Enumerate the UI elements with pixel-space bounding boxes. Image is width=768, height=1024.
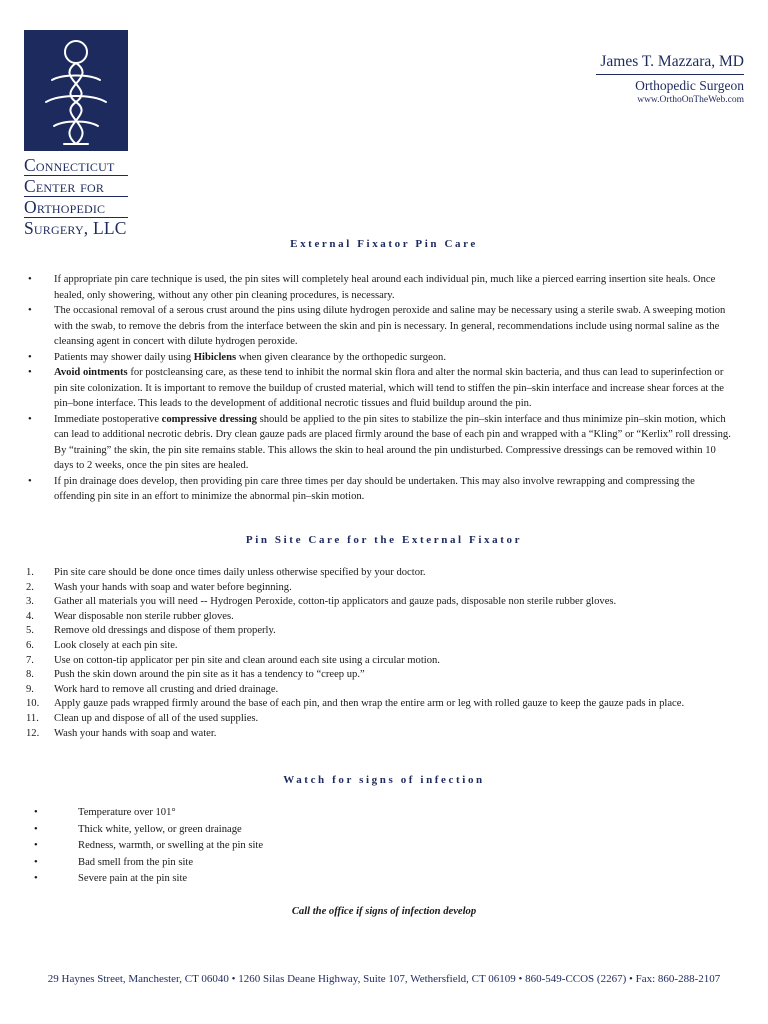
step-number: 2.: [26, 581, 34, 593]
step-text: Pin site care should be done once times daily unless otherwise specified by your doctor.: [54, 567, 426, 578]
step-number: 3.: [26, 596, 34, 608]
step-item: [26, 668, 736, 683]
doctor-name: James T. Mazzara, MD: [600, 53, 744, 70]
step-number: 12.: [26, 727, 40, 739]
footer-contact: 29 Haynes Street, Manchester, CT 06040 • 1260 Silas Deane Highway, Suite 107, Wethersfield, CT 06109 • 860-549-CCOS (2267) • Fax: 860-288-2107: [47, 973, 721, 985]
item-text: when given clearance by the orthopedic surgeon.: [236, 351, 446, 363]
sign-item: • Bad smell from the pin site: [26, 855, 426, 872]
step-number: 10.: [26, 698, 40, 710]
step-item: [26, 595, 736, 610]
step-item: [26, 566, 736, 581]
step-item: [26, 727, 736, 742]
infection-signs-list: [26, 805, 426, 888]
sign-item: • Redness, warmth, or swelling at the pin site: [26, 838, 426, 855]
site-care-steps: [26, 566, 736, 741]
practice-name-line: Orthopedic: [24, 197, 106, 217]
step-text: Gather all materials you will need -- Hydrogen Peroxide, cotton-tip applicators and gauze pads, disposable non sterile rubber gloves.: [54, 596, 617, 608]
section-title-pin-care: External Fixator Pin Care: [290, 238, 478, 250]
list-item: [26, 272, 736, 303]
item-bold-text: Avoid ointments: [54, 367, 128, 378]
header-divider: [596, 74, 744, 75]
item-text: for postcleansing care, as these tend to inhibit the normal skin flora and alter the normal skin bacteria, and thus can lead to superinfection or pin site colonization. It is important to remove the buildup of crusted material, which will tend to stiffen the pin–skin interface and increase shear forces at the pin–bone interface. This leads to the development of additional necrotic tissues and fluid buildup around the pin.: [54, 367, 724, 409]
step-number: 6.: [26, 639, 34, 651]
step-item: [26, 697, 736, 712]
practice-name-line: Connecticut: [24, 155, 115, 175]
step-item: [26, 712, 736, 727]
step-item: [26, 581, 736, 596]
step-number: 9.: [26, 683, 34, 695]
step-number: 11.: [26, 712, 39, 724]
item-lead-text: Patients may shower daily using: [54, 351, 194, 363]
step-item: [26, 654, 736, 669]
item-text: The occasional removal of a serous crust around the pins using dilute hydrogen peroxide and saline may be necessary using a sterile swab. A sweeping motion with the swab, to remove the debris from the interface between the skin and pin is necessary. In general, recommendations include using normal saline as the cleansing agent in concert with dilute hydrogen peroxide.: [54, 305, 726, 347]
step-text: Wash your hands with soap and water before beginning.: [54, 581, 292, 593]
step-text: Use on cotton-tip applicator per pin site and clean around each site using a circular motion.: [54, 654, 440, 666]
step-number: 5.: [26, 625, 34, 637]
step-number: 1.: [26, 567, 34, 578]
item-text: If appropriate pin care technique is used, the pin sites will completely heal around each individual pin, much like a pierced earring insertion site heals. Once healed, only showering, without any other pin cleaning procedures, is necessary.: [54, 274, 716, 301]
step-item: [26, 610, 736, 625]
list-item: [26, 365, 736, 412]
step-text: Apply gauze pads wrapped firmly around the base of each pin, and then wrap the entire arm or leg with rolled gauze to keep the gauze pads in place.: [54, 698, 685, 710]
step-item: [26, 624, 736, 639]
practice-logo: [24, 30, 128, 151]
sign-item: • Temperature over 101°: [26, 805, 426, 822]
list-item: [26, 303, 736, 350]
sign-item: • Thick white, yellow, or green drainage: [26, 822, 426, 839]
list-item: [26, 412, 736, 474]
list-item: [26, 350, 736, 366]
step-item: [26, 639, 736, 654]
practice-name: [24, 156, 164, 237]
section-title-site-care: Pin Site Care for the External Fixator: [245, 534, 523, 546]
doctor-title: Orthopedic Surgeon: [635, 78, 744, 93]
website-link[interactable]: www.OrthoOnTheWeb.com: [637, 95, 744, 105]
step-text: Remove old dressings and dispose of them properly.: [54, 625, 276, 637]
step-text: Clean up and dispose of all of the used supplies.: [54, 712, 259, 724]
step-text: Work hard to remove all crusting and dried drainage.: [54, 683, 279, 695]
item-text: should be applied to the pin sites to stabilize the pin–skin interface and thus minimize pin–skin motion, which can lead to additional necrotic debris. Dry clean gauze pads are placed firmly around the base of each pin and wrapped with a “Kling” or “Kerlix” roll dressing. By “training” the skin, the pin site remains stable. This allows the skin to heal around the pin undisturbed. Compressive dressings can be removed within 10 days to 2 weeks, once the pin sites are healed.: [54, 413, 731, 471]
practice-name-line: Surgery, LLC: [24, 218, 127, 238]
practice-name-line: Center for: [24, 176, 105, 196]
call-office-notice: Call the office if signs of infection develop: [291, 906, 477, 917]
knot-figure-icon: [24, 30, 128, 151]
item-bold-text: compressive dressing: [161, 413, 257, 425]
sign-item: • Severe pain at the pin site: [26, 871, 426, 888]
step-number: 7.: [26, 654, 34, 666]
item-lead-text: Immediate postoperative: [54, 413, 162, 425]
step-item: [26, 683, 736, 698]
pin-care-list: [26, 272, 736, 505]
doctor-header: [596, 52, 744, 106]
step-number: 4.: [26, 610, 34, 622]
step-number: 8.: [26, 669, 34, 681]
step-text: Wear disposable non sterile rubber gloves.: [54, 610, 234, 622]
item-bold-text: Hibiclens: [193, 351, 237, 363]
list-item: [26, 474, 736, 505]
item-text: If pin drainage does develop, then providing pin care three times per day should be undertaken. This may also involve rewrapping and compressing the offending pin site in an effort to minimize the abnormal pin–skin motion.: [54, 475, 695, 502]
step-text: Push the skin down around the pin site as it has a tendency to “creep up.”: [54, 669, 365, 681]
step-text: Wash your hands with soap and water.: [54, 727, 217, 739]
step-text: Look closely at each pin site.: [54, 639, 178, 651]
section-title-infection-signs: Watch for signs of infection: [283, 774, 485, 786]
